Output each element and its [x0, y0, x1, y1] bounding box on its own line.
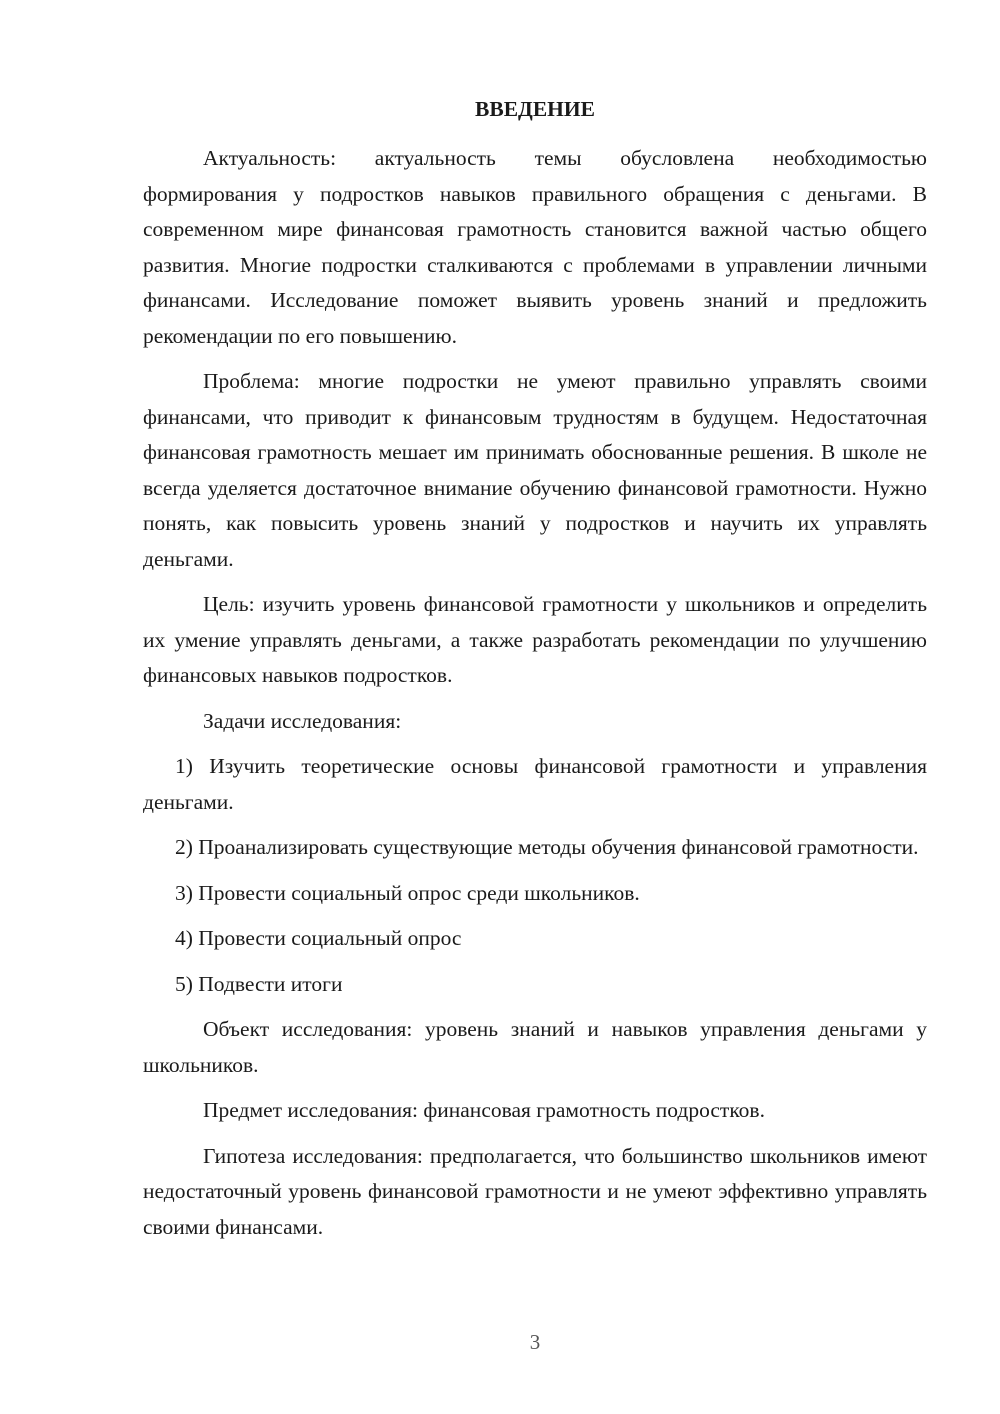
task-item-5: 5) Подвести итоги	[175, 971, 343, 996]
section-title: ВВЕДЕНИЕ	[475, 97, 595, 121]
relevance-paragraph: Актуальность: актуальность темы обусловлена необходимостью формирования у подростков навыков правильного обращения с деньгами. В современном мире финансовая грамотность становится важной частью общего развития. Многие подростки сталкиваются с проблемами в управлении личными финансами. Исследование поможет выявить уровень знаний и предложить рекомендации по его повышению.	[143, 146, 927, 348]
document-page	[143, 92, 927, 1255]
goal-paragraph: Цель: изучить уровень финансовой грамотности у школьников и определить их умение управлять деньгами, а также разработать рекомендации по улучшению финансовых навыков подростков.	[143, 592, 927, 687]
page-number: 3	[529, 1330, 541, 1354]
object-paragraph: Объект исследования: уровень знаний и навыков управления деньгами у школьников.	[143, 1017, 927, 1077]
problem-paragraph: Проблема: многие подростки не умеют правильно управлять своими финансами, что приводит к финансовым трудностям в будущем. Недостаточная финансовая грамотность мешает им принимать обоснованные решения. В школе не всегда уделяется достаточное внимание обучению финансовой грамотности. Нужно понять, как повысить уровень знаний у подростков и научить их управлять деньгами.	[143, 369, 927, 571]
task-item-2: 2) Проанализировать существующие методы обучения финансовой грамотности.	[175, 835, 919, 859]
task-item-3: 3) Провести социальный опрос среди школьников.	[175, 880, 640, 905]
task-item-1: 1) Изучить теоретические основы финансовой грамотности и управления деньгами.	[143, 754, 927, 814]
task-item-4: 4) Провести социальный опрос	[175, 926, 462, 950]
tasks-heading: Задачи исследования:	[203, 708, 402, 733]
subject-paragraph: Предмет исследования: финансовая грамотность подростков.	[203, 1098, 765, 1122]
hypothesis-paragraph: Гипотеза исследования: предполагается, что большинство школьников имеют недостаточный уровень финансовой грамотности и не умеют эффективно управлять своими финансами.	[143, 1143, 927, 1239]
